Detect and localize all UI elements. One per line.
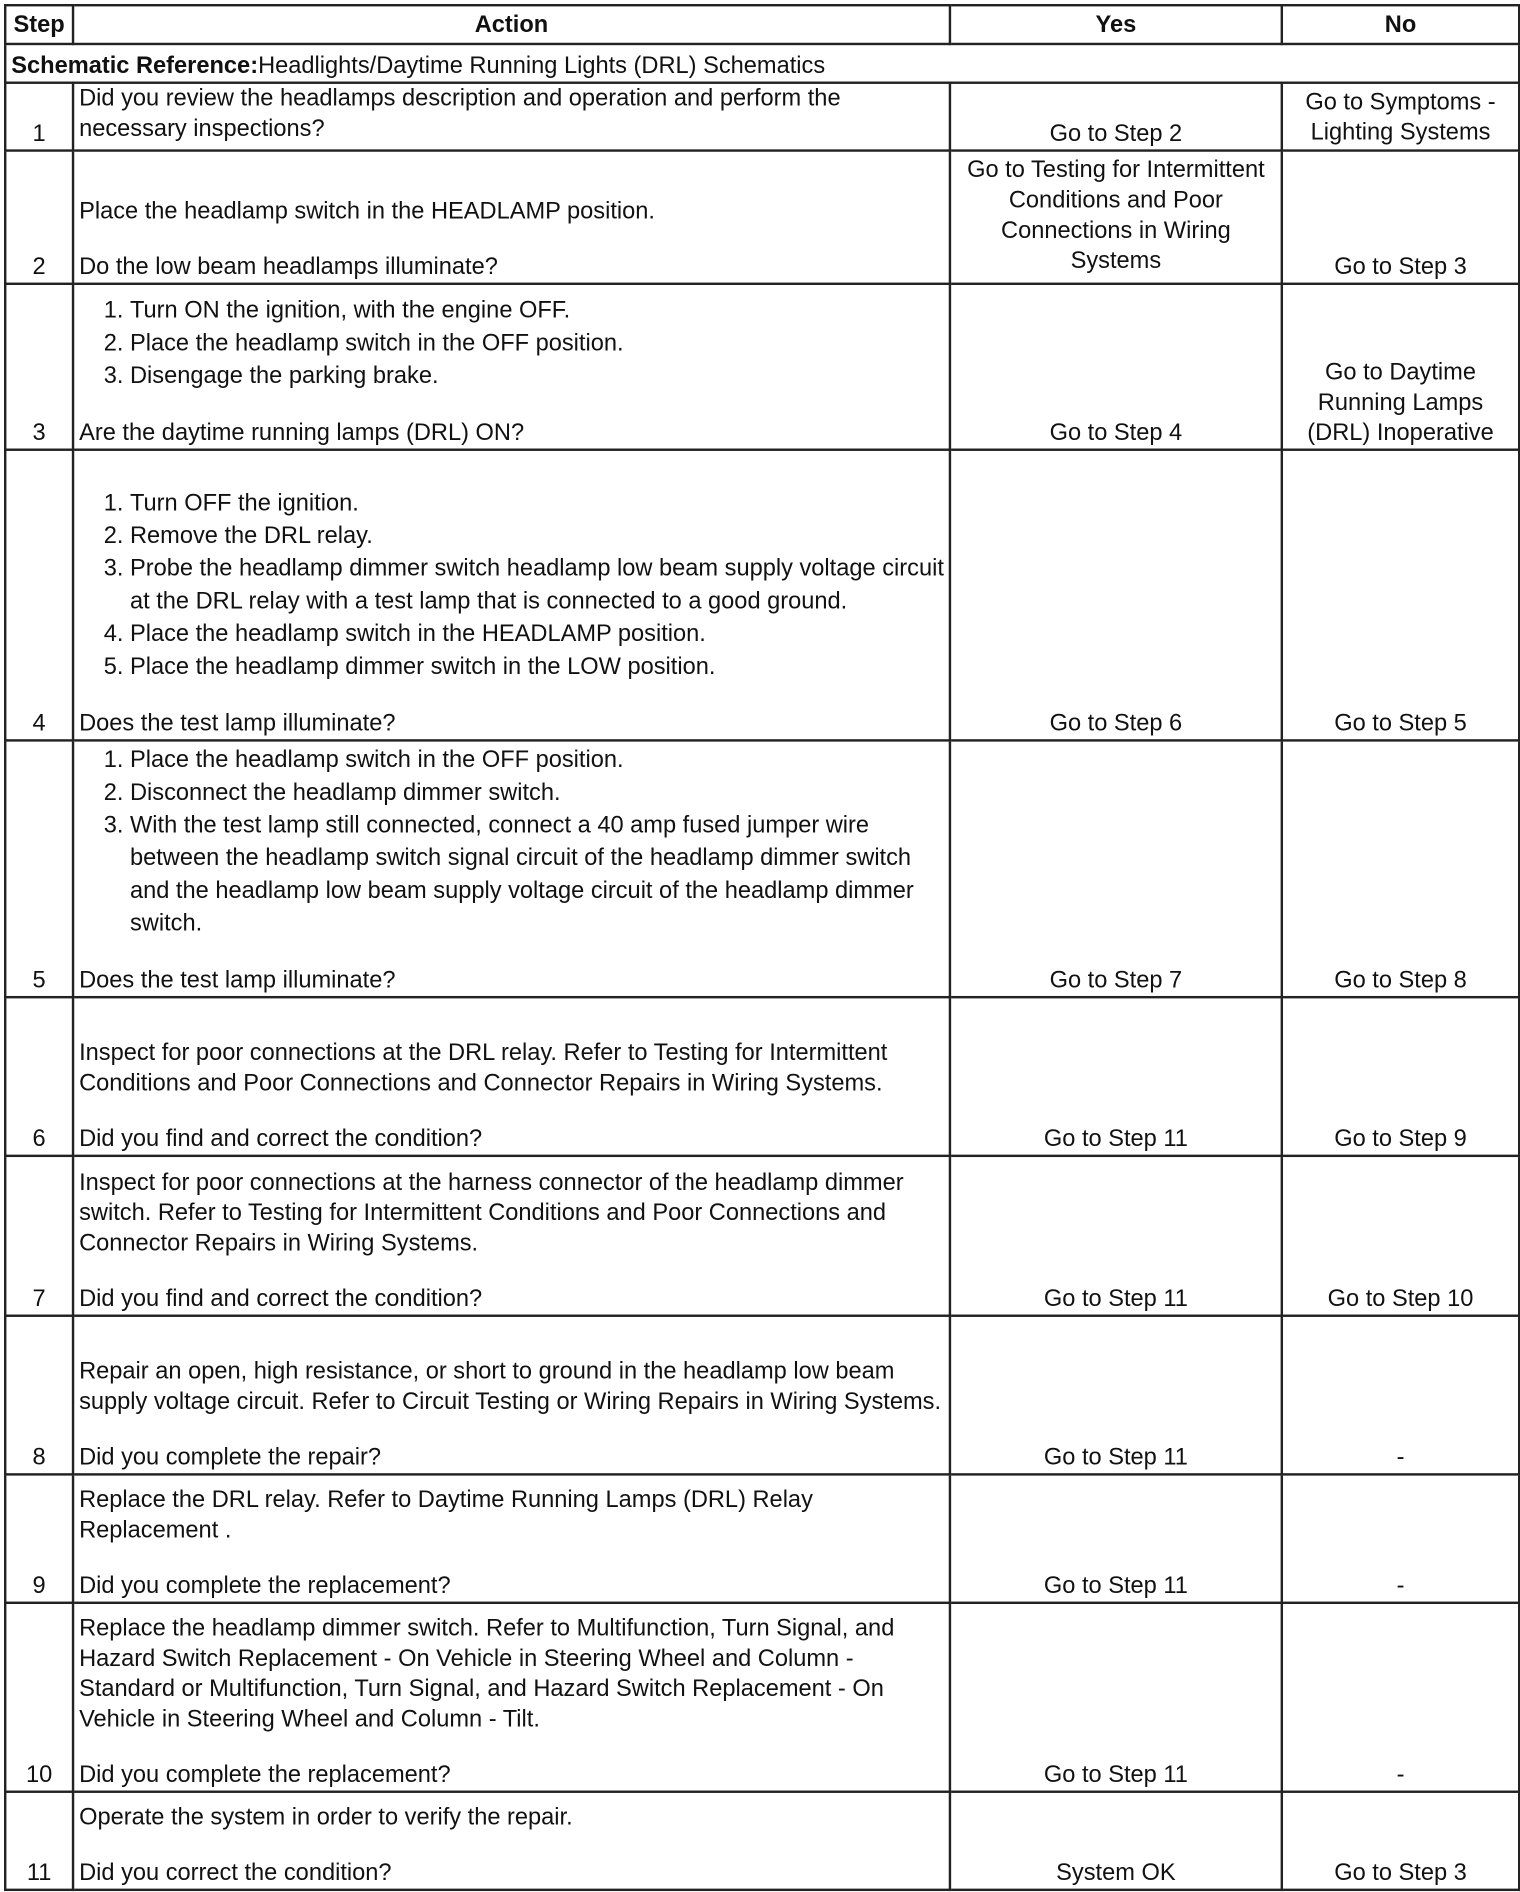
step-number: 7: [5, 1156, 73, 1315]
no-result: Go to Step 8: [1282, 741, 1519, 998]
no-result: Go to Step 9: [1282, 997, 1519, 1156]
action-question: Did you complete the replacement?: [79, 1761, 451, 1789]
header-step: Step: [5, 5, 73, 44]
step-number: 3: [5, 284, 73, 450]
yes-result: Go to Step 2: [950, 83, 1282, 150]
step-action: [73, 741, 950, 998]
action-question: Did you complete the repair?: [79, 1443, 382, 1471]
no-result: Go to Step 5: [1282, 450, 1519, 741]
action-step-item: 3. Probe the headlamp dimmer switch headlamp low beam supply voltage circuit at the DRL relay with a test lamp that is connected to a good ground.: [130, 553, 944, 618]
yes-result: Go to Step 11: [950, 1315, 1282, 1474]
yes-result: Go to Step 11: [950, 1156, 1282, 1315]
no-result: Go to Symptoms - Lighting Systems: [1282, 83, 1519, 150]
step-number: 11: [5, 1792, 73, 1890]
action-question: Are the daytime running lamps (DRL) ON?: [79, 419, 525, 447]
no-result: Go to Daytime Running Lamps (DRL) Inoperative: [1282, 284, 1519, 450]
action-question: Did you complete the replacement?: [79, 1572, 451, 1599]
action-text: Replace the DRL relay. Refer to Daytime Running Lamps (DRL) Relay Replacement .: [79, 1486, 813, 1544]
action-step-item: 4. Place the headlamp switch in the HEADLAMP position.: [130, 618, 944, 651]
action-text: Inspect for poor connections at the DRL relay. Refer to Testing for Intermittent Conditions and Poor Connections and Connector Repairs in Wiring Systems.: [79, 1040, 888, 1097]
schematic-reference: [5, 44, 1519, 83]
yes-result: Go to Testing for Intermittent Conditions and Poor Connections in Wiring Systems: [950, 150, 1282, 283]
action-text: Operate the system in order to verify the repair.: [79, 1803, 573, 1831]
no-result: Go to Step 3: [1282, 1792, 1519, 1890]
yes-result: Go to Step 11: [950, 1602, 1282, 1791]
yes-result: System OK: [950, 1792, 1282, 1890]
header-no: No: [1282, 5, 1519, 44]
action-step-item: 3. Disengage the parking brake.: [130, 360, 944, 393]
action-step-item: 3. With the test lamp still connected, connect a 40 amp fused jumper wire between the headlamp switch signal circuit of the headlamp dimmer switch and the headlamp low beam supply voltage circuit of the headlamp dimmer switch.: [130, 810, 944, 941]
no-result: -: [1282, 1315, 1519, 1474]
action-steps-list: [79, 744, 944, 940]
action-step-item: 1. Turn OFF the ignition.: [130, 488, 944, 521]
action-step-item: 2. Disconnect the headlamp dimmer switch.: [130, 777, 944, 810]
schematic-reference-value: Headlights/Daytime Running Lights (DRL) Schematics: [258, 52, 826, 80]
action-question: Did you find and correct the condition?: [79, 1284, 483, 1312]
action-steps-list: [79, 488, 944, 684]
no-result: -: [1282, 1602, 1519, 1791]
step-action: [73, 150, 950, 283]
action-step-item: 2. Place the headlamp switch in the OFF position.: [130, 327, 944, 360]
action-text: Replace the headlamp dimmer switch. Refer to Multifunction, Turn Signal, and Hazard Switch Replacement - On Vehicle in Steering Wheel and Column - Standard or Multifunction, Turn Signal, and Hazard Switch Replacement - On Vehicle in Steering Wheel and Column - Tilt.: [79, 1615, 895, 1733]
step-row-5: [5, 741, 1519, 998]
action-text: Inspect for poor connections at the harness connector of the headlamp dimmer switch. Refer to Testing for Intermittent Conditions and Poor Connections and Connector Repairs in Wiring Systems.: [79, 1168, 904, 1256]
step-action: [73, 284, 950, 450]
step-number: 5: [5, 741, 73, 998]
action-text: Repair an open, high resistance, or short to ground in the headlamp low beam supply voltage circuit. Refer to Circuit Testing or Wiring Repairs in Wiring Systems.: [79, 1357, 942, 1415]
header-action: Action: [73, 5, 950, 44]
step-number: 2: [5, 150, 73, 283]
step-action: [73, 1792, 950, 1890]
step-action: [73, 1474, 950, 1602]
action-step-item: 2. Remove the DRL relay.: [130, 520, 944, 553]
action-question: Do the low beam headlamps illuminate?: [79, 253, 498, 280]
step-row-6: [5, 997, 1519, 1156]
step-number: 10: [5, 1602, 73, 1791]
action-step-item: 1. Turn ON the ignition, with the engine OFF.: [130, 295, 944, 328]
schematic-reference-row: [5, 44, 1519, 83]
step-row-3: [5, 284, 1519, 450]
action-step-item: 1. Place the headlamp switch in the OFF position.: [130, 744, 944, 777]
step-number: 1: [5, 83, 73, 150]
yes-result: Go to Step 4: [950, 284, 1282, 450]
action-step-item: 5. Place the headlamp dimmer switch in the LOW position.: [130, 651, 944, 684]
step-row-9: [5, 1474, 1519, 1602]
step-row-7: [5, 1156, 1519, 1315]
schematic-reference-label: Schematic Reference:: [11, 52, 259, 80]
step-row-8: [5, 1315, 1519, 1474]
action-question: Did you find and correct the condition?: [79, 1126, 483, 1153]
no-result: -: [1282, 1474, 1519, 1602]
step-action: [73, 450, 950, 741]
step-action: [73, 1156, 950, 1315]
step-number: 6: [5, 997, 73, 1156]
step-row-2: [5, 150, 1519, 283]
no-result: Go to Step 10: [1282, 1156, 1519, 1315]
action-text: Place the headlamp switch in the HEADLAMP position.: [79, 197, 656, 225]
action-question: Did you review the headlamps description and operation and perform the necessary inspections?: [79, 85, 841, 143]
header-yes: Yes: [950, 5, 1282, 44]
action-question: Does the test lamp illuminate?: [79, 967, 396, 994]
yes-result: Go to Step 7: [950, 741, 1282, 998]
diagnostic-table: [4, 4, 1520, 1891]
step-action: [73, 83, 950, 150]
step-action: [73, 1602, 950, 1791]
header-row: [5, 5, 1519, 44]
diagnostic-table-container: [4, 4, 1518, 1891]
step-row-4: [5, 450, 1519, 741]
step-row-10: [5, 1602, 1519, 1791]
step-action: [73, 1315, 950, 1474]
step-number: 8: [5, 1315, 73, 1474]
action-question: Does the test lamp illuminate?: [79, 710, 396, 738]
yes-result: Go to Step 6: [950, 450, 1282, 741]
no-result: Go to Step 3: [1282, 150, 1519, 283]
step-action: [73, 997, 950, 1156]
step-number: 9: [5, 1474, 73, 1602]
yes-result: Go to Step 11: [950, 997, 1282, 1156]
step-row-11: [5, 1792, 1519, 1890]
action-question: Did you correct the condition?: [79, 1859, 392, 1887]
step-row-1: [5, 83, 1519, 150]
yes-result: Go to Step 11: [950, 1474, 1282, 1602]
action-steps-list: [79, 295, 944, 393]
step-number: 4: [5, 450, 73, 741]
